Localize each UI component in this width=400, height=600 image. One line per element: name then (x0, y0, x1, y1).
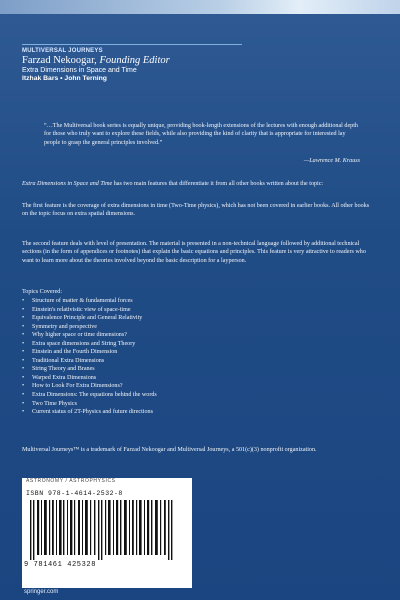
list-item: • Warped Extra Dimensions (22, 374, 97, 381)
list-item: • Two Time Physics (22, 400, 77, 407)
list-item: • Current status of 2T-Physics and future directions (22, 409, 153, 416)
list-item: • Traditional Extra Dimensions (22, 357, 105, 364)
intro-paragraph (22, 180, 374, 188)
book-authors: Itzhak Bars • John Terning (22, 75, 107, 82)
barcode-number: 9 781461 425328 (24, 561, 97, 569)
list-item: • Extra space dimensions and String Theory (22, 340, 136, 347)
book-title: Extra Dimensions in Space and Time (22, 67, 137, 74)
topics-heading: Topics Covered: (22, 289, 63, 295)
list-item: • Equivalence Principle and General Relativity (22, 315, 143, 322)
list-item: • Why higher space or time dimensions? (22, 332, 127, 339)
barcode-icon (28, 500, 178, 560)
isbn-label (22, 478, 192, 588)
trademark-notice: Multiversal Journeys™ is a trademark of Farzad Nekoogar and Multiversal Journeys, a 501(c)(3) nonprofit organization. (22, 447, 317, 453)
feature-paragraph-2: The second feature deals with level of presentation. The material is presented in a non-technical language followed by additional technical sections (in the form of appendices or footnotes) that explain the basic equations and principles. This feature is very attractive to readers who want to learn more about the theories involved beyond the basic description for a layperson. (22, 241, 366, 264)
endorsement-quote: “…The Multiversal book series is equally unique, providing book-length extensions of the lectures with enough additional depth for those who truly want to explore these fields, while also providing the kind of clarity that is appropriate for interested lay people to grasp the general principles involved.” (44, 123, 358, 146)
quote-attribution: —Lawrence M. Krauss (303, 158, 360, 164)
list-item: • String Theory and Branes (22, 366, 95, 373)
top-color-band (0, 0, 400, 14)
series-name: MULTIVERSAL JOURNEYS (22, 48, 103, 54)
list-item: • Symmetry and perspective (22, 323, 97, 330)
list-item: • Einstein and the Fourth Dimension (22, 349, 118, 356)
list-item: • How to Look For Extra Dimensions? (22, 383, 123, 390)
isbn-text: ISBN 978-1-4614-2532-8 (26, 490, 123, 497)
intro-text: has two main features that differentiate it from all other books written about the topic: (112, 181, 324, 187)
list-item: • Einstein's relativistic view of space-time (22, 306, 131, 313)
series-info (22, 44, 242, 92)
publisher-url: springer.com (24, 589, 59, 595)
founding-editor (22, 55, 242, 66)
list-item: • Extra Dimensions: The equations behind the words (22, 392, 157, 399)
editor-role: Founding Editor (99, 55, 170, 66)
intro-book-title: Extra Dimensions in Space and Time (22, 181, 113, 187)
editor-name: Farzad Nekoogar, (22, 55, 97, 66)
list-item: • Structure of matter & fundamental forces (22, 298, 133, 304)
topics-list (22, 297, 374, 417)
footer (0, 466, 400, 600)
feature-paragraph-1: The first feature is the coverage of extra dimensions in time (Two-Time physics), which has not been covered in earlier books. All other books on the topic focus on extra spatial dimensions. (22, 203, 370, 218)
subject-category: ASTRONOMY / ASTROPHYSICS (26, 478, 116, 484)
